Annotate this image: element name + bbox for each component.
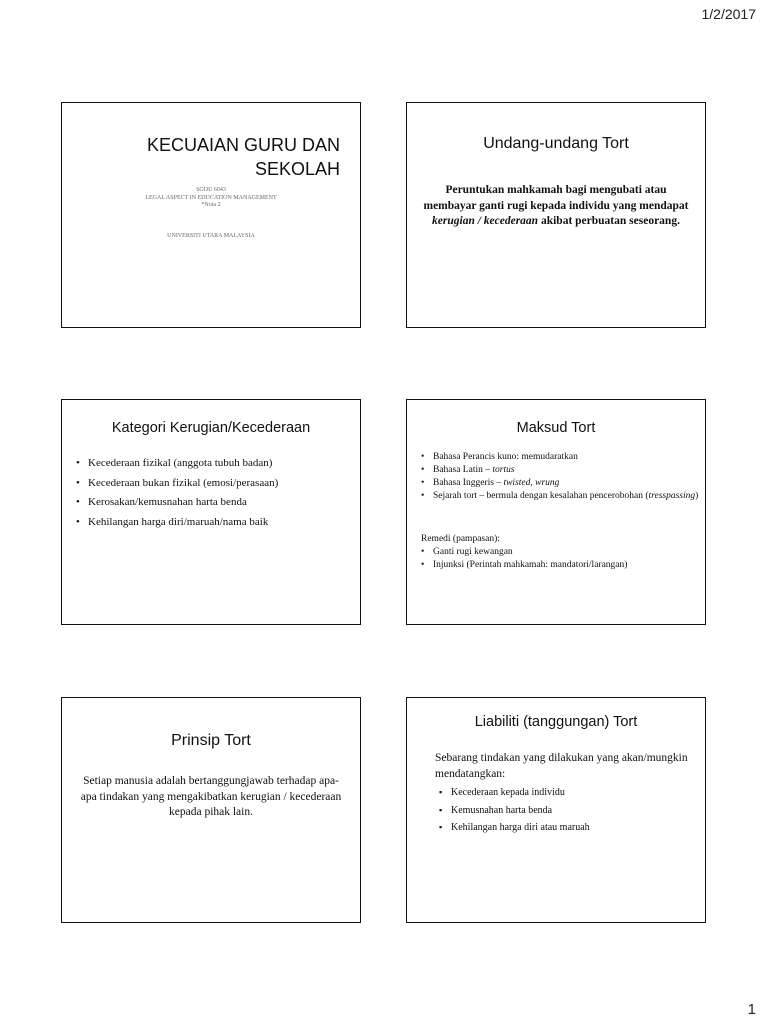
body-text-start: Peruntukan mahkamah bagi mengubati atau membayar ganti rugi kepada individu yang mendapat [423,184,689,212]
slide-2-body [421,183,691,230]
slide-4-maksud-tort [406,399,706,625]
slide-6-intro: Sebarang tindakan yang dilakukan yang akan/mungkin mendatangkan: [435,752,688,780]
slide-4-title: Maksud Tort [516,420,596,436]
liability-list [439,784,590,837]
page-number: 1 [747,1001,756,1018]
title-line-2: SEKOLAH [254,159,340,179]
slide-6-title: Liabiliti (tanggungan) Tort [474,714,638,730]
item-italic: twisted, wrung [503,478,560,488]
list-item: • Kerosakan/kemusnahan harta benda [76,493,278,513]
slide-2-undang-undang-tort [406,102,706,328]
slide-2-title: Undang-undang Tort [483,135,629,152]
list-item: ▪ Kehilangan harga diri atau maruah [439,819,590,837]
category-list [76,454,278,532]
list-item: ▪ Kecederaan kepada individu [439,784,590,802]
course-code: SGDU 6043 [196,187,226,193]
list-item [421,491,698,503]
slide-5-title: Prinsip Tort [171,732,251,749]
page-date: 1/2/2017 [701,6,756,22]
course-name: LEGAL ASPECT IN EDUCATION MANAGEMENT [145,194,277,201]
item-text: Bahasa Latin – [433,465,493,475]
slide-1-title [61,102,361,328]
university-name: UNIVERSITI UTARA MALAYSIA [167,233,255,239]
list-item: ▪ Kemusnahan harta benda [439,802,590,820]
item-text: Bahasa Inggeris – [433,478,504,488]
list-item: • Injunksi (Perintah mahkamah: mandatori/larangan) [421,560,627,572]
course-info [122,187,300,210]
note-label: *Nota 2 [201,202,221,208]
list-item: • Bahasa Perancis kuno: memudaratkan [421,452,698,464]
body-emphasis: kerugian / kecederaan [432,215,539,227]
list-item: • Kecederaan bukan fizikal (emosi/perasaan) [76,474,278,494]
slide-1-heading [134,133,340,181]
slide-5-prinsip-tort [61,697,361,923]
remedi-list [421,547,627,573]
slide-3-kategori [61,399,361,625]
item-italic: tortus [492,465,515,475]
slide-6-liabiliti-tort [406,697,706,923]
meaning-list [421,452,698,504]
item-text-end: ) [695,491,699,501]
remedi-label: Remedi (pampasan): [421,534,500,544]
list-item [421,478,698,490]
slide-5-body: Setiap manusia adalah bertanggungjawab terhadap apa-apa tindakan yang mengakibatkan kerugian / kecederaan kepada pihak lain. [80,775,342,818]
list-item: • Kecederaan fizikal (anggota tubuh badan) [76,454,278,474]
body-text-end: akibat perbuatan seseorang. [538,215,680,227]
item-text: Sejarah tort – bermula dengan kesalahan pencerobohan ( [433,491,649,501]
list-item: • Kehilangan harga diri/maruah/nama baik [76,513,278,533]
item-italic: tresspassing [648,491,696,501]
list-item [421,465,698,477]
list-item: • Ganti rugi kewangan [421,547,627,559]
title-line-1: KECUAIAN GURU DAN [146,135,340,155]
slide-3-title: Kategori Kerugian/Kecederaan [111,420,311,436]
